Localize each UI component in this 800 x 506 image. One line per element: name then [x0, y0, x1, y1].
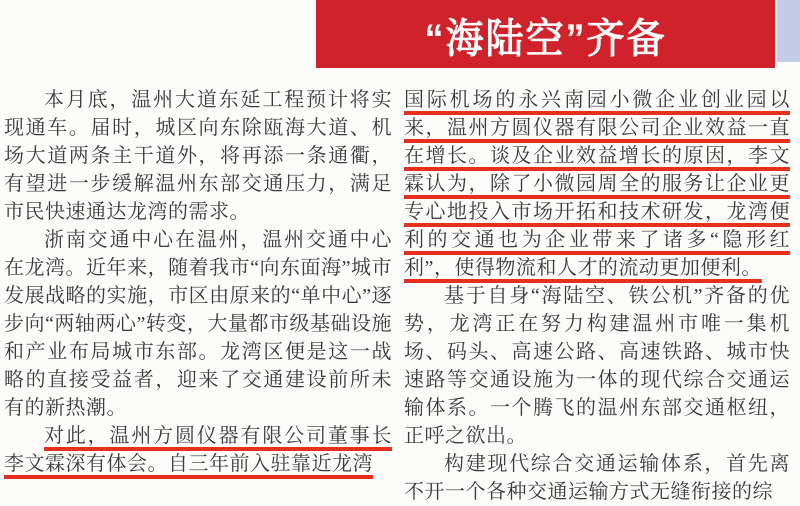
- article-column-left: [4, 86, 392, 478]
- paragraph: [404, 282, 790, 450]
- text-segment: 构建现代综合交通运输体系，首先离不开一个各种交通运输方式无缝衔接的综: [404, 453, 790, 503]
- paragraph: [404, 450, 790, 506]
- text-segment: 浙南交通中心在温州，温州交通中心在龙湾。近年来，随着我市“向东面海”城市发展战略的实施，市区由原来的“单中心”逐步向“两轴两心”转变，大量都市级基础设施和产业布局城市东部。龙湾区便是这一战略的直接受益者，迎来了交通建设前所未有的新热潮。: [4, 229, 392, 419]
- headline-text: “海陆空”齐备: [424, 16, 667, 62]
- decorative-strip: [777, 0, 800, 62]
- paragraph: [4, 226, 392, 422]
- text-segment: 本月底，温州大道东延工程预计将实现通车。届时，城区向东除瓯海大道、机场大道两条主干道外，将再添一条通衢，有望进一步缓解温州东部交通压力，满足市民快速通达龙湾的需求。: [4, 89, 392, 223]
- paragraph: [4, 86, 392, 226]
- underlined-text-segment: 国际机场的永兴南园小微企业创业园以来，温州方圆仪器有限公司企业效益一直在增长。谈及企业效益增长的原因，李文霖认为，除了小微园周全的服务让企业更专心地投入市场开拓和技术研发，龙湾便利的交通也为企业带来了诸多“隐形红利”，使得物流和人才的流动更加便利。: [404, 89, 790, 279]
- underlined-text-segment: 对此，温州方圆仪器有限公司董事长李文霖深有体会。自三年前入驻靠近龙湾: [4, 425, 392, 475]
- paragraph: [404, 86, 790, 282]
- article-column-right: [404, 86, 790, 506]
- headline-banner: [316, 0, 775, 68]
- paragraph: [4, 422, 392, 478]
- text-segment: 基于自身“海陆空、铁公机”齐备的优势，龙湾正在努力构建温州市唯一集机场、码头、高速公路、高速铁路、城市快速路等交通设施为一体的现代综合交通运输体系。一个腾飞的温州东部交通枢纽，正呼之欲出。: [404, 285, 790, 447]
